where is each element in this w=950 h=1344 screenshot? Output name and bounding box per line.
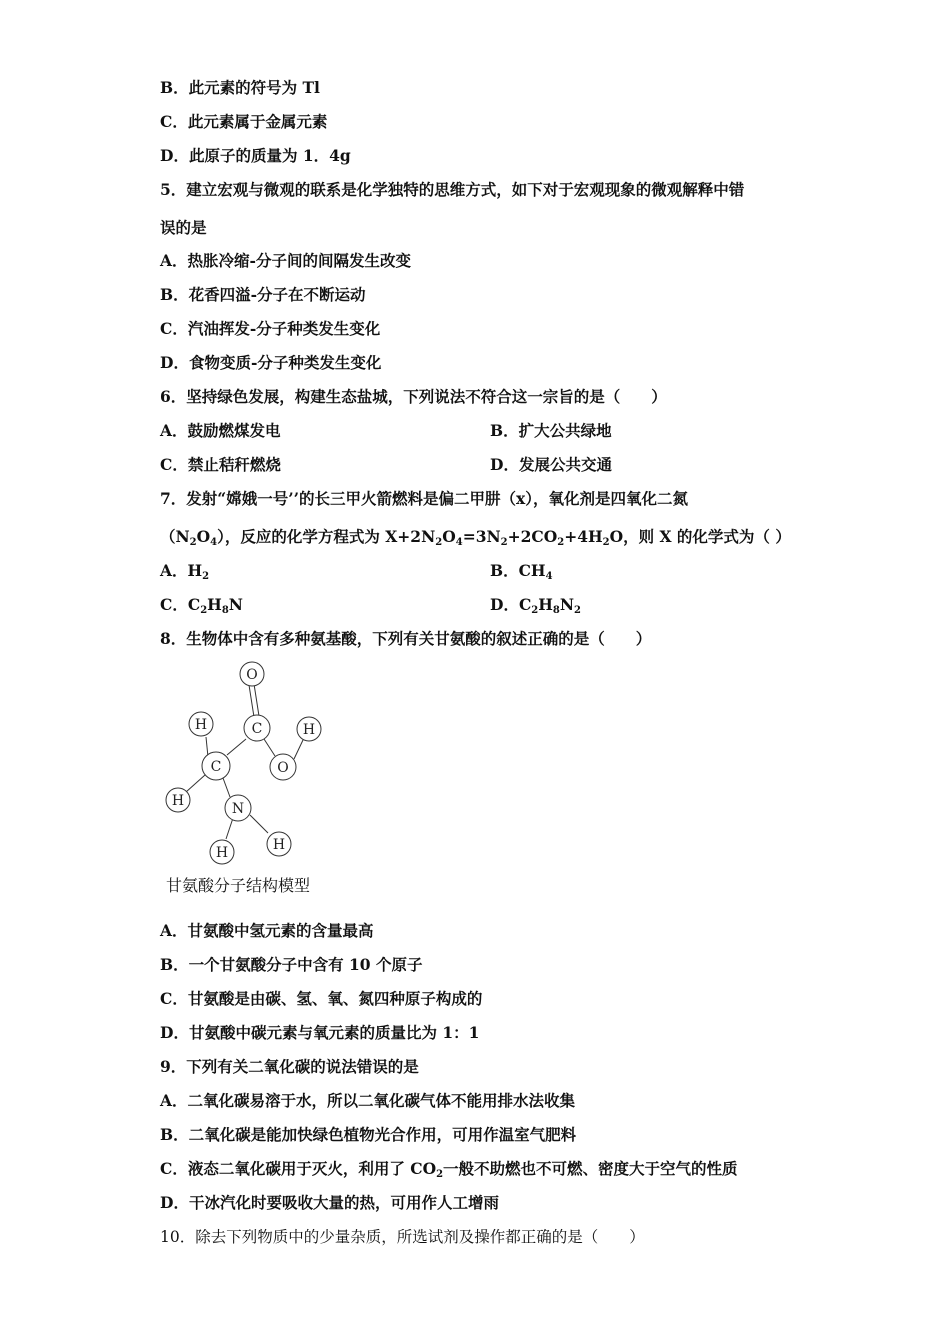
q5-option-d: D．食物变质-分子种类发生变化 xyxy=(160,353,382,372)
atom-label-o2: O xyxy=(277,760,289,776)
atom-label-h-right: H xyxy=(302,722,316,738)
q7-opt-text: A．H xyxy=(160,561,203,580)
atom-label-n: N xyxy=(231,801,245,817)
q7-opt-text: D．C xyxy=(490,595,532,614)
q7-text: +2CO xyxy=(507,527,558,546)
q9-option-c xyxy=(160,1159,738,1185)
molecule-caption: 甘氨酸分子结构模型 xyxy=(166,876,311,895)
q7-option-a xyxy=(160,561,209,587)
bond-c1-o2 xyxy=(264,739,275,756)
q9-opt-sub: 2 xyxy=(436,1169,444,1180)
atom-label-c1: C xyxy=(251,721,263,737)
q9-option-b: B．二氧化碳是能加快绿色植物光合作用，可用作温室气肥料 xyxy=(160,1125,577,1144)
q9-option-a: A．二氧化碳易溶于水，所以二氧化碳气体不能用排水法收集 xyxy=(160,1091,576,1110)
q8-option-b: B．一个甘氨酸分子中含有 10 个原子 xyxy=(160,955,423,974)
q7-text: +4H xyxy=(564,527,603,546)
q8-option-c: C．甘氨酸是由碳、氢、氧、氮四种原子构成的 xyxy=(160,989,483,1008)
q7-opt-sub: 2 xyxy=(574,605,582,616)
q7-opt-sub: 8 xyxy=(221,605,229,616)
q7-option-b xyxy=(490,561,553,587)
q6-stem: 6．坚持绿色发展，构建生态盐城，下列说法不符合这一宗旨的是（ ） xyxy=(160,387,667,406)
q7-opt-sub: 8 xyxy=(552,605,560,616)
q7-text: O xyxy=(442,527,456,546)
bond-c2-n xyxy=(223,778,230,797)
q6-option-b: B．扩大公共绿地 xyxy=(490,421,612,440)
atom-label-h-left: H xyxy=(171,793,185,809)
q6-option-c: C．禁止秸秆燃烧 xyxy=(160,455,281,474)
bond-double-1 xyxy=(249,685,254,717)
q7-opt-text: H xyxy=(207,595,222,614)
q9-opt-text: C．液态二氧化碳用于灭火，利用了 CO xyxy=(160,1159,437,1178)
q7-opt-text: C．C xyxy=(160,595,201,614)
q7-opt-text: N xyxy=(559,595,575,614)
q7-option-d xyxy=(490,595,581,621)
q9-option-d: D．干冰汽化时要吸收大量的热，可用作人工增雨 xyxy=(160,1193,499,1212)
bond-double-2 xyxy=(254,684,259,716)
q10-stem: 10．除去下列物质中的少量杂质，所选试剂及操作都正确的是（ ） xyxy=(160,1228,645,1246)
q7-opt-text: H xyxy=(538,595,553,614)
glycine-molecule-diagram xyxy=(160,655,340,895)
q7-opt-sub: 2 xyxy=(531,605,539,616)
q7-opt-text: N xyxy=(228,595,243,614)
q4-option-b: B．此元素的符号为 Tl xyxy=(160,78,320,97)
bond-n-h2 xyxy=(250,815,268,833)
bond-c2-h xyxy=(206,737,208,757)
q7-sub: 2 xyxy=(557,537,565,548)
q7-opt-text: B．CH xyxy=(490,561,546,580)
q9-opt-text: 一般不助燃也不可燃、密度大于空气的性质 xyxy=(443,1159,738,1178)
q7-opt-sub: 4 xyxy=(545,571,553,582)
q7-sub: 2 xyxy=(189,537,197,548)
q7-text: （N xyxy=(160,527,190,546)
atom-label-h-bottom-right: H xyxy=(272,837,286,853)
q7-stem-line1: 7．发射“嫦娥一号’’的长三甲火箭燃料是偏二甲肼（x），氧化剂是四氧化二氮 xyxy=(160,489,688,508)
q6-option-a: A．鼓励燃煤发电 xyxy=(160,421,281,440)
q7-option-c xyxy=(160,595,243,621)
q7-sub: 2 xyxy=(500,537,508,548)
q8-option-d: D．甘氨酸中碳元素与氧元素的质量比为 1：1 xyxy=(160,1023,480,1042)
bond-o2-h xyxy=(294,740,303,759)
q8-option-a: A．甘氨酸中氢元素的含量最高 xyxy=(160,921,374,940)
q7-stem-line2 xyxy=(160,527,791,553)
q7-opt-sub: 2 xyxy=(202,571,210,582)
q8-stem: 8．生物体中含有多种氨基酸，下列有关甘氨酸的叙述正确的是（ ） xyxy=(160,629,652,648)
q7-text: ），反应的化学方程式为 X+2N xyxy=(217,527,436,546)
bond-c1-c2 xyxy=(227,739,246,755)
q7-sub: 2 xyxy=(602,537,610,548)
q7-text: O，则 X 的化学式为（ ） xyxy=(609,527,791,546)
q5-stem-line2: 误的是 xyxy=(160,218,207,237)
bond-c2-h2 xyxy=(186,775,205,792)
q4-option-d: D．此原子的质量为 1．4g xyxy=(160,146,351,165)
q5-option-c: C．汽油挥发-分子种类发生变化 xyxy=(160,319,381,338)
q5-stem-line1: 5．建立宏观与微观的联系是化学独特的思维方式，如下对于宏观现象的微观解释中错 xyxy=(160,180,745,199)
q7-sub: 4 xyxy=(210,537,218,548)
atom-label-h-top: H xyxy=(194,717,208,733)
q4-option-c: C．此元素属于金属元素 xyxy=(160,112,328,131)
atom-label-c2: C xyxy=(210,759,222,775)
atom-label-h-bottom: H xyxy=(215,845,229,861)
q6-option-d: D．发展公共交通 xyxy=(490,455,612,474)
atom-label-o-top: O xyxy=(246,667,258,683)
q7-sub: 4 xyxy=(455,537,463,548)
q5-option-a: A．热胀冷缩-分子间的间隔发生改变 xyxy=(160,251,411,270)
q5-option-b: B．花香四溢-分子在不断运动 xyxy=(160,285,366,304)
q7-text: O xyxy=(196,527,211,546)
q7-opt-sub: 2 xyxy=(200,605,208,616)
q9-stem: 9．下列有关二氧化碳的说法错误的是 xyxy=(160,1057,419,1076)
bond-n-h1 xyxy=(226,818,233,839)
q7-text: =3N xyxy=(462,527,501,546)
q7-sub: 2 xyxy=(435,537,443,548)
